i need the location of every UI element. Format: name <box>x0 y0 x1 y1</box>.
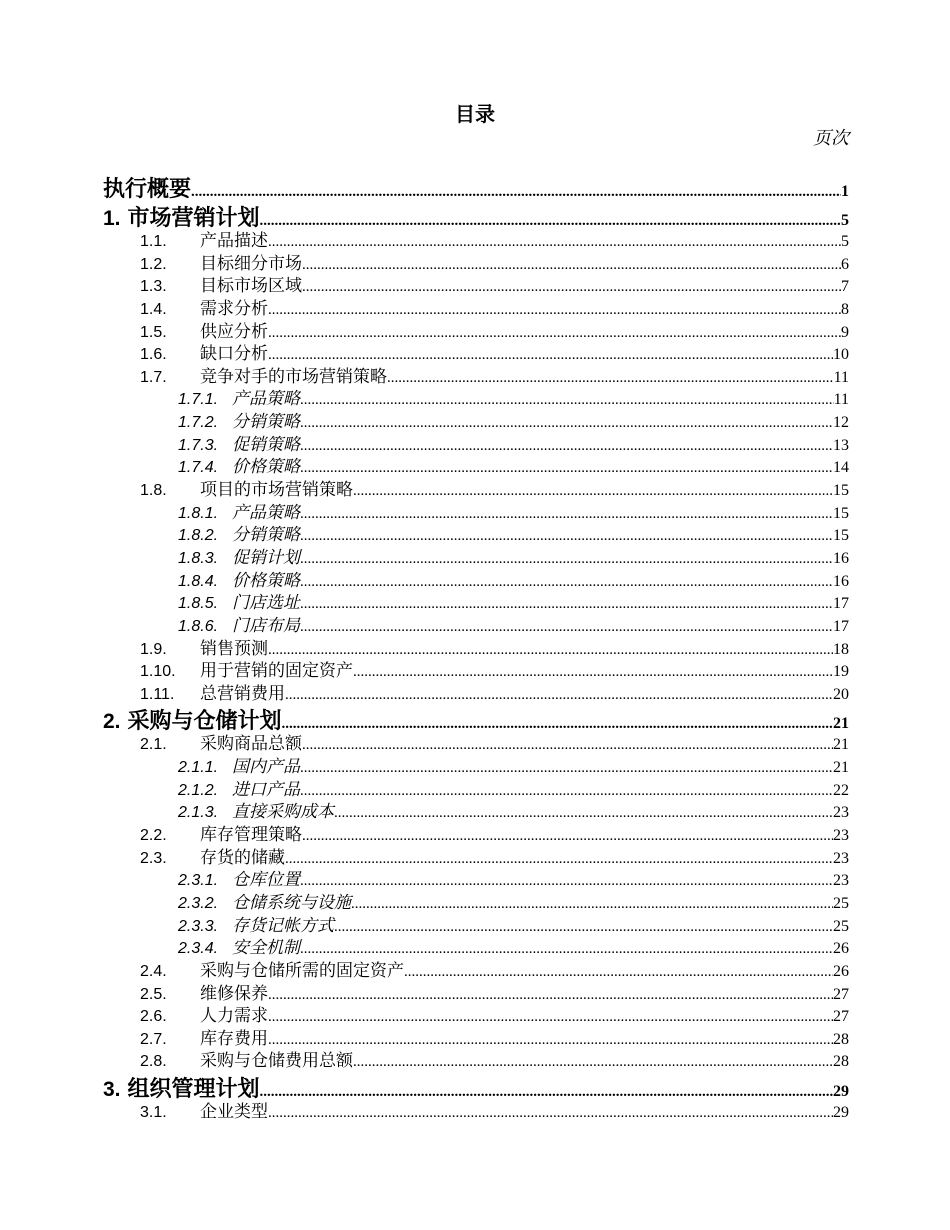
toc-entry-title: 分销策略 <box>232 525 300 545</box>
toc-dot-leader <box>302 825 833 847</box>
toc-entry-title: 执行概要 <box>103 176 192 201</box>
toc-entry-number: 1.8.5. <box>178 595 219 613</box>
toc-entry-number: 2.4. <box>140 962 167 980</box>
toc-entry-number: 1.7.3. <box>178 436 219 454</box>
toc-entry-title: 价格策略 <box>232 457 300 477</box>
toc-entry-number: 1.2. <box>140 255 167 273</box>
toc-entry-page-number: 27 <box>833 1008 849 1026</box>
toc-entry-number: 1.7.4. <box>178 459 219 477</box>
toc-dot-leader <box>302 734 833 756</box>
toc-entry-title: 国内产品 <box>232 757 300 777</box>
toc-dot-leader <box>300 457 833 479</box>
toc-entry-page-number: 15 <box>833 527 849 545</box>
toc-entry-title: 存货的储藏 <box>200 847 285 867</box>
toc-entry-page-number: 21 <box>833 715 849 733</box>
toc-dot-leader <box>334 802 833 824</box>
toc-entry-page-number: 27 <box>833 985 849 1003</box>
toc-entry-title: 促销策略 <box>232 434 300 454</box>
toc-section-entry[interactable] <box>103 708 849 733</box>
toc-entry-page-number: 23 <box>833 827 849 845</box>
toc-entry-page-number: 15 <box>833 482 849 500</box>
toc-subsection-entry[interactable] <box>103 230 849 253</box>
toc-entry-title: 供应分析 <box>200 321 268 341</box>
toc-dot-leader <box>300 757 833 779</box>
toc-heading: 目录 <box>455 104 495 126</box>
toc-entry-title: 采购商品总额 <box>200 734 302 754</box>
toc-dot-leader <box>353 480 833 502</box>
toc-dot-leader <box>300 938 833 960</box>
toc-entry-number: 2.2. <box>140 827 167 845</box>
toc-dot-leader <box>300 780 833 802</box>
toc-entry-number: 1.3. <box>140 278 167 296</box>
toc-entry-title: 销售预测 <box>200 638 268 658</box>
toc-entry-number: 3.1. <box>140 1104 167 1122</box>
toc-entry-page-number: 29 <box>833 1104 849 1122</box>
toc-entry-title: 价格策略 <box>232 570 300 590</box>
toc-entry-page-number: 22 <box>833 781 849 799</box>
toc-dot-leader <box>353 661 833 683</box>
toc-entry-page-number: 23 <box>833 872 849 890</box>
toc-entry-title: 产品描述 <box>200 231 268 250</box>
toc-subsubsection-entry[interactable] <box>103 411 849 434</box>
toc-entry-title: 用于营销的固定资产 <box>200 661 353 681</box>
toc-subsection-entry[interactable] <box>103 366 849 389</box>
toc-entry-title: 直接采购成本 <box>232 802 334 822</box>
toc-entry-page-number: 15 <box>833 504 849 522</box>
toc-subsection-entry[interactable] <box>103 638 849 661</box>
toc-dot-leader <box>300 548 833 570</box>
toc-subsection-entry[interactable] <box>103 1101 849 1124</box>
toc-subsection-entry[interactable] <box>103 683 849 706</box>
toc-entry-number: 2.8. <box>140 1053 167 1071</box>
toc-entry-page-number: 26 <box>833 940 849 958</box>
toc-entry-number: 1.8.1. <box>178 504 219 522</box>
toc-entry-page-number: 28 <box>833 1053 849 1071</box>
toc-entry-number: 2.5. <box>140 985 167 1003</box>
toc-entry-title: 人力需求 <box>200 1006 268 1026</box>
toc-entry-title: 门店布局 <box>232 615 300 635</box>
toc-entry-number: 2.3. <box>140 849 167 867</box>
toc-entry-page-number: 29 <box>833 1083 849 1101</box>
toc-subsubsection-entry[interactable] <box>103 892 849 915</box>
toc-entry-page-number: 18 <box>833 640 849 658</box>
toc-subsubsection-entry[interactable] <box>103 524 849 547</box>
toc-entry-number: 2.1. <box>140 736 167 754</box>
toc-entry-page-number: 5 <box>841 212 849 229</box>
toc-dot-leader <box>353 1051 833 1073</box>
toc-entry-title: 维修保养 <box>200 983 268 1003</box>
toc-entry-number: 2.1.2. <box>178 781 219 799</box>
toc-entry-number: 3. <box>103 1078 121 1102</box>
toc-dot-leader <box>268 1102 833 1124</box>
toc-subsection-entry[interactable] <box>103 343 849 366</box>
toc-entry-number: 1.8.6. <box>178 617 219 635</box>
toc-entry-number: 1.8.2. <box>178 527 219 545</box>
toc-subsubsection-entry[interactable] <box>103 388 849 411</box>
toc-dot-leader <box>404 961 833 983</box>
toc-section-entry[interactable] <box>103 205 849 230</box>
toc-entry-number: 2.1.1. <box>178 759 219 777</box>
toc-entry-title: 总营销费用 <box>200 683 285 703</box>
toc-subsection-entry[interactable] <box>103 847 849 870</box>
toc-subsection-entry[interactable] <box>103 960 849 983</box>
toc-section-entry[interactable] <box>103 1076 849 1101</box>
toc-dot-leader <box>300 435 833 457</box>
toc-entry-page-number: 17 <box>833 595 849 613</box>
toc-entry-number: 1.8.3. <box>178 549 219 567</box>
toc-entry-page-number: 19 <box>833 663 849 681</box>
toc-entry-title: 采购与仓储计划 <box>127 708 282 734</box>
toc-entry-page-number: 14 <box>833 459 849 477</box>
toc-entry-number: 1.7.1. <box>178 391 219 409</box>
toc-subsubsection-entry[interactable] <box>103 915 849 938</box>
toc-dot-leader <box>285 848 833 870</box>
toc-dot-leader <box>285 684 833 706</box>
toc-subsubsection-entry[interactable] <box>103 434 849 457</box>
toc-entry-page-number: 10 <box>833 346 849 364</box>
toc-entry-page-number: 25 <box>833 917 849 935</box>
toc-entry-title: 促销计划 <box>232 547 300 567</box>
toc-entry-page-number: 26 <box>833 962 849 980</box>
toc-subsubsection-entry[interactable] <box>103 615 849 638</box>
toc-subsection-entry[interactable] <box>103 275 849 298</box>
toc-entry-title: 采购与仓储所需的固定资产 <box>200 960 404 980</box>
toc-entry-title: 组织管理计划 <box>127 1076 260 1102</box>
toc-subsection-entry[interactable] <box>103 1028 849 1051</box>
toc-entry-title: 产品策略 <box>232 502 300 522</box>
toc-entry-number: 1.6. <box>140 346 167 364</box>
toc-entry-number: 1.1. <box>140 233 167 250</box>
toc-dot-leader <box>300 389 834 411</box>
toc-entry-title: 安全机制 <box>232 938 300 958</box>
toc-entry-page-number: 13 <box>833 436 849 454</box>
toc-entry-page-number: 28 <box>833 1030 849 1048</box>
toc-dot-leader <box>260 1080 833 1101</box>
toc-entry-page-number: 16 <box>833 572 849 590</box>
toc-subsection-entry[interactable] <box>103 321 849 344</box>
toc-dot-leader <box>268 1006 833 1028</box>
toc-dot-leader <box>300 870 833 892</box>
toc-entry-page-number: 12 <box>833 414 849 432</box>
toc-subsection-entry[interactable] <box>103 253 849 276</box>
toc-dot-leader <box>351 893 833 915</box>
toc-entry-title: 缺口分析 <box>200 344 268 364</box>
toc-subsubsection-entry[interactable] <box>103 937 849 960</box>
toc-entry-title: 需求分析 <box>200 298 268 318</box>
toc-dot-leader <box>300 616 833 638</box>
toc-entry-title: 库存管理策略 <box>200 825 302 845</box>
toc-entry-title: 市场营销计划 <box>127 205 260 230</box>
toc-subsection-entry[interactable] <box>103 479 849 502</box>
toc-dot-leader <box>260 209 841 230</box>
toc-subsubsection-entry[interactable] <box>103 779 849 802</box>
toc-entry-page-number: 21 <box>833 759 849 777</box>
toc-entry-number: 1.5. <box>140 323 167 341</box>
toc-entry-number: 2.6. <box>140 1008 167 1026</box>
toc-entry-number: 1.4. <box>140 300 167 318</box>
toc-dot-leader <box>302 254 841 276</box>
toc-entry-page-number: 11 <box>833 391 849 409</box>
toc-entry-title: 进口产品 <box>232 779 300 799</box>
toc-subsubsection-entry[interactable] <box>103 502 849 525</box>
toc-dot-leader <box>268 344 833 366</box>
toc-entry-page-number: 8 <box>841 300 849 318</box>
toc-entry-page-number: 17 <box>833 617 849 635</box>
toc-section-entry[interactable] <box>103 176 849 202</box>
page-column-label: 页次 <box>813 128 849 148</box>
toc-dot-leader <box>334 916 833 938</box>
toc-entry-number: 1.8. <box>140 482 167 500</box>
toc-entry-page-number: 7 <box>841 278 849 296</box>
toc-entry-page-number: 23 <box>833 804 849 822</box>
toc-entry-title: 仓库位置 <box>232 870 300 890</box>
toc-entry-page-number: 11 <box>833 368 849 386</box>
toc-entry-number: 1. <box>103 207 121 230</box>
toc-subsection-entry[interactable] <box>103 733 849 756</box>
toc-dot-leader <box>300 571 833 593</box>
toc-entry-title: 分销策略 <box>232 412 300 432</box>
toc-entry-title: 竞争对手的市场营销策略 <box>200 366 387 386</box>
toc-subsection-entry[interactable] <box>103 983 849 1006</box>
toc-dot-leader <box>302 276 841 298</box>
toc-subsection-entry[interactable] <box>103 1005 849 1028</box>
toc-dot-leader <box>300 593 833 615</box>
toc-subsubsection-entry[interactable] <box>103 570 849 593</box>
toc-entry-number: 2.3.1. <box>178 872 219 890</box>
toc-dot-leader <box>282 712 833 733</box>
toc-dot-leader <box>268 639 833 661</box>
toc-list <box>103 176 849 1124</box>
toc-entry-title: 存货记帐方式 <box>232 915 334 935</box>
toc-subsection-entry[interactable] <box>103 824 849 847</box>
toc-entry-title: 项目的市场营销策略 <box>200 480 353 500</box>
toc-entry-title: 库存费用 <box>200 1028 268 1048</box>
toc-subsubsection-entry[interactable] <box>103 547 849 570</box>
toc-subsubsection-entry[interactable] <box>103 869 849 892</box>
toc-dot-leader <box>268 1029 833 1051</box>
toc-entry-number: 2. <box>103 710 121 734</box>
toc-subsubsection-entry[interactable] <box>103 756 849 779</box>
toc-dot-leader <box>387 367 834 389</box>
toc-entry-title: 仓储系统与设施 <box>232 892 351 912</box>
toc-dot-leader <box>268 322 841 344</box>
toc-entry-title: 目标细分市场 <box>200 253 302 273</box>
toc-entry-number: 1.8.4. <box>178 572 219 590</box>
toc-subsection-entry[interactable] <box>103 298 849 321</box>
toc-entry-page-number: 1 <box>841 183 849 200</box>
toc-entry-number: 2.3.4. <box>178 940 219 958</box>
toc-dot-leader <box>268 299 841 321</box>
toc-entry-title: 目标市场区域 <box>200 276 302 296</box>
toc-dot-leader <box>268 231 841 253</box>
toc-entry-page-number: 5 <box>841 233 849 250</box>
toc-entry-number: 1.9. <box>140 640 167 658</box>
toc-subsubsection-entry[interactable] <box>103 592 849 615</box>
toc-subsubsection-entry[interactable] <box>103 801 849 824</box>
toc-entry-page-number: 25 <box>833 894 849 912</box>
toc-dot-leader <box>300 525 833 547</box>
toc-entry-title: 企业类型 <box>200 1102 268 1122</box>
toc-dot-leader <box>191 179 841 202</box>
toc-entry-page-number: 20 <box>833 685 849 703</box>
toc-entry-number: 1.11. <box>140 685 175 703</box>
toc-subsection-entry[interactable] <box>103 1050 849 1073</box>
toc-entry-number: 1.7. <box>140 368 167 386</box>
toc-entry-number: 2.3.2. <box>178 894 219 912</box>
toc-entry-number: 1.10. <box>140 663 176 681</box>
toc-entry-title: 采购与仓储费用总额 <box>200 1051 353 1071</box>
toc-entry-number: 2.1.3. <box>178 804 219 822</box>
toc-entry-page-number: 16 <box>833 549 849 567</box>
toc-entry-number: 2.3.3. <box>178 917 219 935</box>
toc-entry-title: 产品策略 <box>232 389 300 409</box>
toc-dot-leader <box>300 412 833 434</box>
toc-dot-leader <box>268 984 833 1006</box>
toc-entry-page-number: 6 <box>841 255 849 273</box>
toc-entry-page-number: 21 <box>833 736 849 754</box>
toc-entry-page-number: 9 <box>841 323 849 341</box>
toc-subsection-entry[interactable] <box>103 660 849 683</box>
toc-subsubsection-entry[interactable] <box>103 456 849 479</box>
toc-entry-number: 2.7. <box>140 1030 167 1048</box>
toc-dot-leader <box>300 503 833 525</box>
toc-entry-page-number: 23 <box>833 849 849 867</box>
toc-entry-title: 门店选址 <box>232 593 300 613</box>
toc-entry-number: 1.7.2. <box>178 414 219 432</box>
